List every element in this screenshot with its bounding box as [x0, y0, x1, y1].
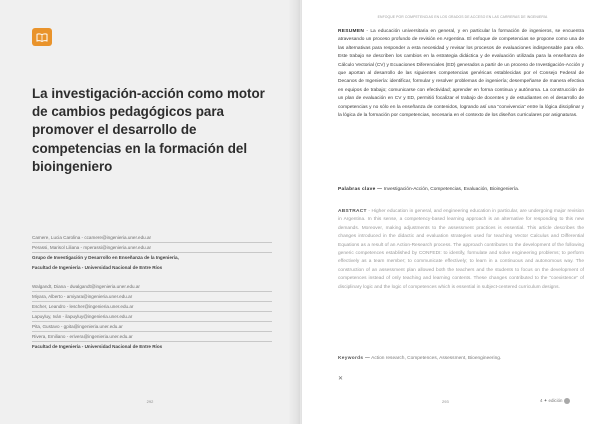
- keywords-en-label: Keywords —: [338, 356, 371, 361]
- running-head: ENFOQUE POR COMPETENCIAS EN LOS GRADOS DE ACCESO EN LAS CARRERAS DE INGENIERÍA: [377, 15, 548, 19]
- article-title: La investigación-acción como motor de cambios pedagógicos para promover el desarrollo de competencias en la formación del bioingeniero: [32, 86, 265, 174]
- keywords-es: [338, 186, 584, 194]
- author-line: Camere, Lucia Carolina - ccamere@ingenieria.uner.edu.ar: [32, 233, 272, 243]
- author-line: Perassi, Marisol Liliana - mperassi@ingenieria.uner.edu.ar: [32, 243, 272, 253]
- affiliation-line: Grupo de Investigación y Desarrollo en Enseñanza de la Ingeniería,: [32, 255, 179, 260]
- abstract-text: - Higher education in general, and engineering education in particular, are undergoing major revision in Argentina. In this sense, a competency-based learning approach is an alternative for responding to this new demands. Moreover, making adjustments to the assessment practices is essential. This article describes the changes introduced in the didactic and evaluation strategies used for teaching Vector Calculus and Differential Equations as a result of an Action-Research process. The approach contributes to the development of the following generic competences established by CONFEDI: to identify, formulate and solve engineering problems; to perform effectively as a team member; to communicate effectively; to learn in a continuous and autonomous way. The construction of an assessment plan allowed both the teachers and the students to focus on the development of competences instead of only teaching and learning contents. These changes contributed to the “coexistence” of disciplinary logic and the logic of competences which is essential in subject-centered curriculum designs.: [338, 209, 584, 290]
- book-icon: [36, 33, 48, 42]
- keywords-en-text: Action research, Competences, Assessment, Bioengineering.: [370, 356, 502, 361]
- resumen-paragraph: [338, 28, 584, 120]
- page-number-right: 293: [442, 399, 449, 404]
- author-line: Miyara, Alberto - amiyara@ingenieria.uner.edu.ar: [32, 292, 272, 302]
- brand-text: 4 ✦ edición: [540, 398, 563, 403]
- abstract-label: ABSTRACT: [338, 209, 367, 214]
- resumen-text: - La educación universitaria en general, y en particular la formación de ingenieros, se encuentra atravesando un proceso profundo de revisión en Argentina. El enfoque de competencias se propone como una de las alternativas para responder a esta necesidad y revisar los procesos de evaluaciones indispensable para ello. Este trabajo se describen los cambios en la estrategia didáctica y de evaluación utilizada para la enseñanza de Cálculo Vectorial (CV) y Ecuaciones Diferenciales (ED) generados a partir de un proceso de Investigación-Acción y que aportan al desarrollo de las siguientes competencias genéricas establecidas por el Consejo Federal de Decanos de Ingeniería: identificar, formular y resolver problemas de ingeniería; desempeñarse de manera efectiva en equipos de trabajo; comunicarse con efectividad; aprender en forma continua y autónoma. La construcción de un plan de evaluación en CV y ED, permitió focalizar el trabajo de docentes y de estudiantes en el desarrollo de competencias y no sólo en la enseñanza de contenidos, logrando así una “convivencia” entre la lógica disciplinar y la lógica de la formación por competencias, necesaria en el contexto de los diseños curriculares por asignaturas.: [338, 29, 584, 119]
- author-block: [32, 233, 272, 352]
- affiliation-line: Facultad de Ingeniería - Universidad Nacional de Entre Ríos: [32, 344, 163, 349]
- author-line: Rivera, Emiliano - erivera@ingenieria.uner.edu.ar: [32, 332, 272, 342]
- right-page: [300, 0, 600, 424]
- publisher-brand: [540, 398, 570, 404]
- author-line: Lapuyluy, Iván - ilapuyluy@ingenieria.uner.edu.ar: [32, 312, 272, 322]
- keywords-en: [338, 355, 584, 363]
- author-line: Escher, Leandro - lescher@ingenieria.uner.edu.ar: [32, 302, 272, 312]
- keywords-es-text: Investigación-Acción, Competencias, Evaluación, Bioingeniería.: [382, 187, 520, 192]
- author-line: Pita, Gustavo - gpita@ingenieria.uner.edu.ar: [32, 322, 272, 332]
- abstract-paragraph: [338, 208, 584, 292]
- page-number-left: 292: [146, 399, 154, 404]
- resumen-label: RESUMEN: [338, 29, 365, 34]
- keywords-es-label: Palabras clave —: [338, 187, 383, 192]
- chapter-badge: [32, 28, 52, 46]
- author-line: Walgandt, Diana - dwalgandt@ingenieria.uner.edu.ar: [32, 282, 272, 292]
- brand-logo-icon: [564, 398, 570, 404]
- close-mark-icon: ✕: [338, 376, 344, 382]
- affiliation-line: Facultad de Ingeniería - Universidad Nacional de Entre Ríos: [32, 264, 163, 270]
- author-group-spacer: [32, 272, 272, 282]
